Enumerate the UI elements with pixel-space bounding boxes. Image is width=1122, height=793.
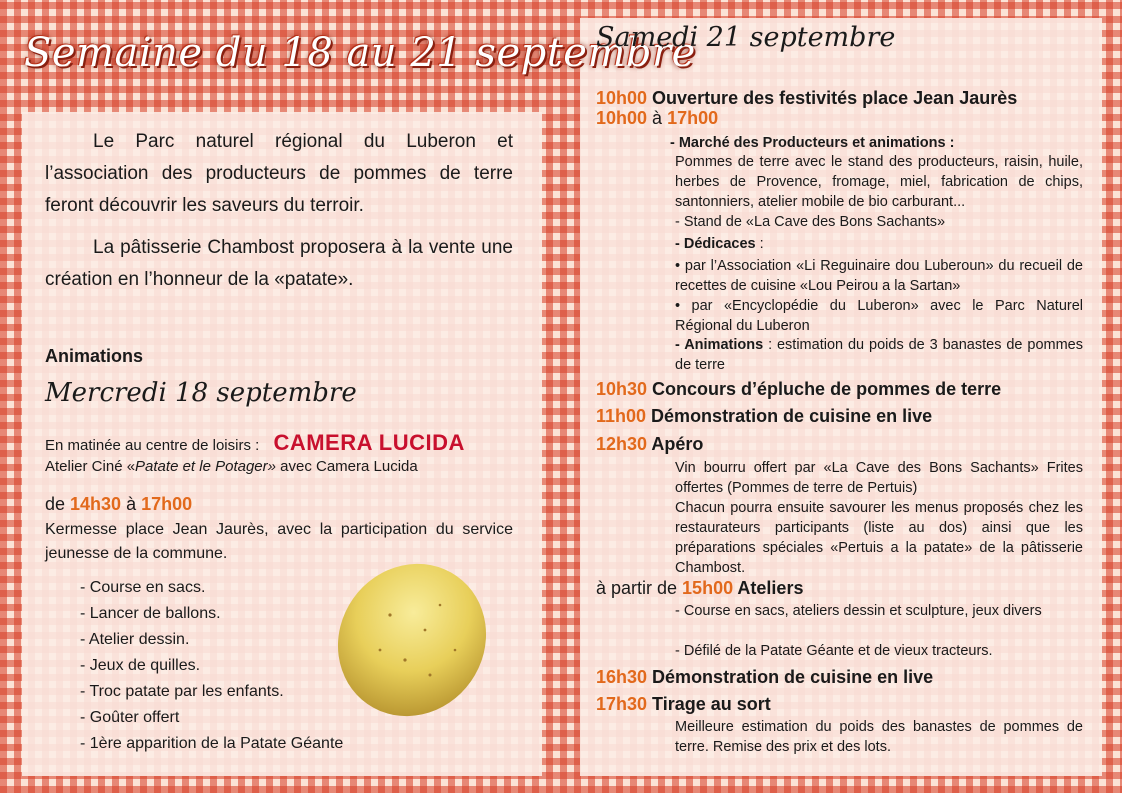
dedicaces-colon: : (755, 236, 764, 252)
stand-text: - Stand de «La Cave des Bons Sachants» (675, 214, 946, 230)
event-5-label: Apéro (647, 434, 704, 454)
atelier-line (45, 458, 418, 475)
page-title: Semaine du 18 au 21 septembre (24, 30, 696, 76)
dedicace-1: • par l’Association «Li Reguinaire dou Luberoun» du recueil de recettes de cuisine «Lou Peirou a la Sartan» (675, 258, 1083, 294)
atelier-suffix: avec Camera Lucida (275, 458, 418, 475)
potato-image (330, 560, 490, 720)
event-3-time: 10h30 (596, 379, 648, 399)
ateliers-text-2: - Défilé de la Patate Géante et de vieux tracteurs. (675, 643, 993, 659)
camera-lucida-logo: CAMERA LUCIDA (273, 430, 465, 455)
animations-title: - Animations (675, 337, 764, 353)
list-item: - Atelier dessin. (80, 631, 190, 648)
a-label: à (121, 494, 142, 514)
time-end: 17h00 (141, 494, 193, 514)
intro-paragraph-2: La pâtisserie Chambost proposera à la vente une création en l’honneur de la «patate». (45, 237, 513, 290)
apero-text-1: Vin bourru offert par «La Cave des Bons Sachants» Frites offertes (Pommes de terre de Pertuis) (675, 460, 1083, 496)
list-item: - Jeux de quilles. (80, 657, 201, 674)
event-3 (596, 379, 1084, 400)
atelier-prefix: Atelier Ciné « (45, 458, 136, 475)
dedicaces-title: - Dédicaces (675, 236, 756, 252)
kermesse-text: Kermesse place Jean Jaurès, avec la participation du service jeunesse de la commune. (45, 521, 513, 562)
marche-title: - Marché des Producteurs et animations : (670, 135, 955, 151)
atelier-title: Patate et le Potager» (135, 458, 276, 475)
matinee-text: En matinée au centre de loisirs : (45, 437, 260, 454)
list-item: - 1ère apparition de la Patate Géante (80, 735, 344, 752)
event-4-label: Démonstration de cuisine en live (646, 406, 933, 426)
de-label: de (45, 494, 71, 514)
event-4 (596, 406, 1084, 427)
list-item: - Goûter offert (80, 709, 180, 726)
event-2-a: à (647, 108, 668, 128)
intro-paragraph-1: Le Parc naturel régional du Luberon et l’association des producteurs de pommes de terre feront découvrir les saveurs du terroir. (45, 131, 513, 216)
event-6 (596, 578, 1084, 599)
event-1-label: Ouverture des festivités place Jean Jaurès (647, 88, 1018, 108)
animations-heading: Animations (45, 346, 144, 366)
event-7-label: Démonstration de cuisine en live (647, 667, 934, 687)
event-1-time: 10h00 (596, 88, 648, 108)
kermesse-time-line (45, 494, 192, 515)
animations-line (675, 335, 1083, 375)
day-title-mercredi: Mercredi 18 septembre (45, 378, 357, 408)
event-5 (596, 434, 1084, 455)
event-8-time: 17h30 (596, 694, 648, 714)
event-2 (596, 108, 1084, 129)
ateliers-text-1: - Course en sacs, ateliers dessin et sculpture, jeux divers (675, 603, 1042, 619)
tirage-text: Meilleure estimation du poids des banastes de pommes de terre. Remise des prix et des lots. (675, 719, 1083, 755)
marche-text: Pommes de terre avec le stand des producteurs, raisin, huile, herbes de Provence, fromage, miel, fabrication de chips, santonniers, atelier mobile de bio carburant... (675, 154, 1083, 210)
event-2-time-start: 10h00 (596, 108, 648, 128)
event-8 (596, 694, 1084, 715)
list-item: - Troc patate par les enfants. (80, 683, 284, 700)
time-start: 14h30 (70, 494, 122, 514)
event-4-time: 11h00 (596, 406, 647, 426)
list-item: - Lancer de ballons. (80, 605, 221, 622)
activities-list (80, 575, 343, 757)
event-2-time-end: 17h00 (667, 108, 719, 128)
apero-text-2: Chacun pourra ensuite savourer les menus proposés chez les restaurateurs participants (liste au dos) ainsi que les préparations spéciales «Pertuis a la patate» de la pâtisserie Chambost. (675, 500, 1083, 576)
dedicace-2: • par «Encyclopédie du Luberon» avec le Parc Naturel Régional du Luberon (675, 298, 1083, 334)
event-6-label: Ateliers (733, 578, 804, 598)
event-3-label: Concours d’épluche de pommes de terre (647, 379, 1002, 399)
event-7 (596, 667, 1084, 688)
event-7-time: 16h30 (596, 667, 648, 687)
event-8-label: Tirage au sort (647, 694, 771, 714)
event-6-time: 15h00 (682, 578, 734, 598)
list-item: - Course en sacs. (80, 579, 206, 596)
event-6-prefix: à partir de (596, 578, 683, 598)
event-5-time: 12h30 (596, 434, 648, 454)
animations-text: : estimation du poids de 3 banastes de pommes de terre (675, 337, 1083, 373)
dedicaces-line (675, 234, 1083, 254)
event-1 (596, 88, 1084, 109)
day-title-samedi: Samedi 21 septembre (596, 22, 896, 53)
matinee-line (45, 430, 465, 456)
